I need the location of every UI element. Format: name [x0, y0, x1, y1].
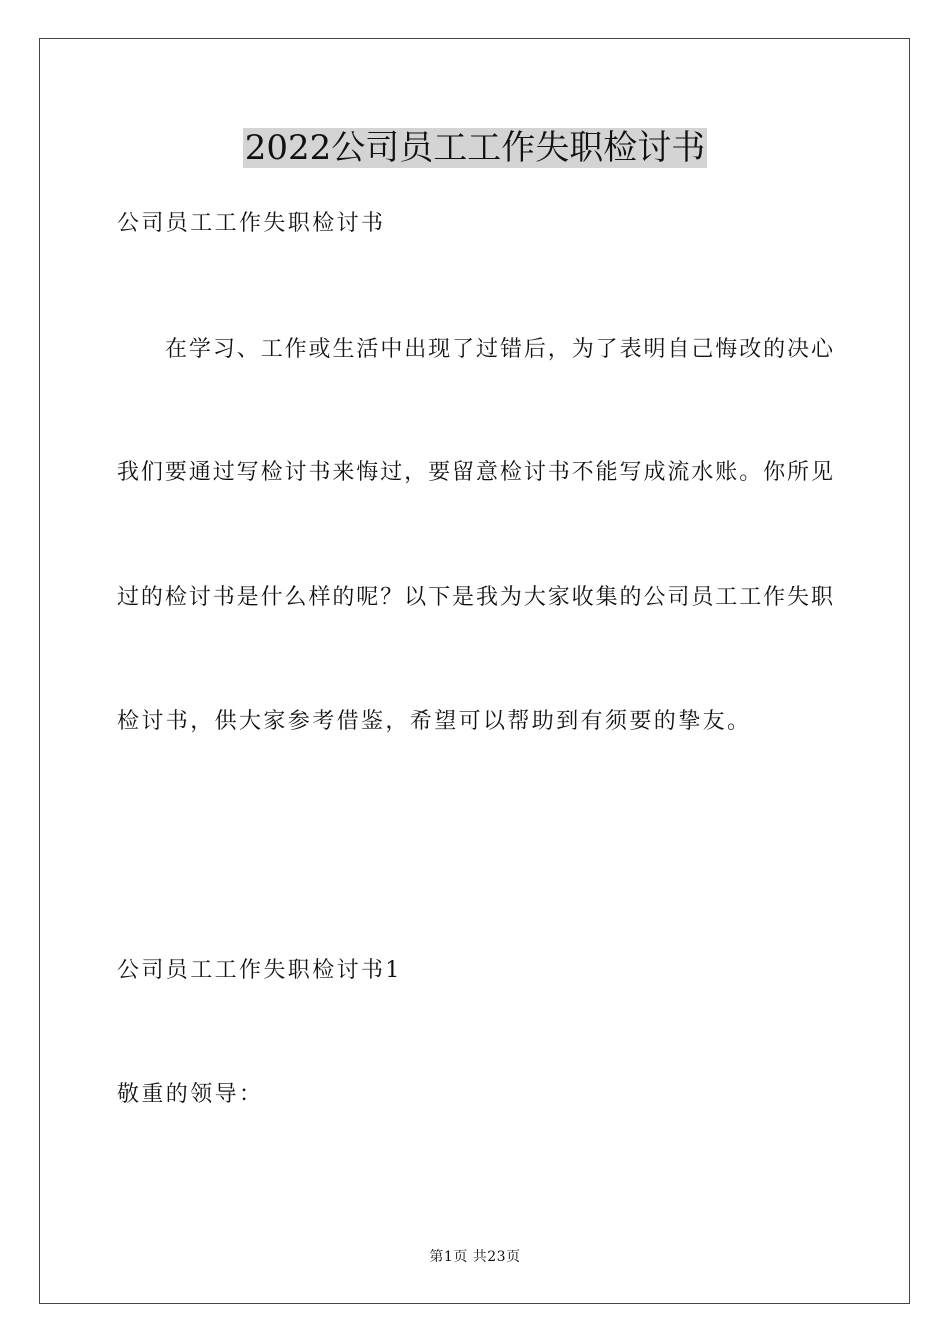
intro-paragraph-line-3: 过的检讨书是什么样的呢？以下是我为大家收集的公司员工工作失职: [117, 585, 833, 610]
intro-paragraph-line-4: 检讨书，供大家参考借鉴，希望可以帮助到有须要的挚友。: [117, 709, 752, 734]
intro-paragraph-line-2: 我们要通过写检讨书来悔过，要留意检讨书不能写成流水账。你所见: [117, 460, 833, 485]
intro-paragraph-line-1: 在学习、工作或生活中出现了过错后，为了表明自己悔改的决心: [165, 337, 833, 362]
document-subtitle: 公司员工工作失职检讨书: [117, 211, 386, 236]
section-heading: 公司员工工作失职检讨书1: [117, 958, 402, 983]
page-number-footer: 第1页 共23页: [429, 1249, 521, 1265]
document-title: [0, 126, 950, 170]
document-title-text: 2022公司员工工作失职检讨书: [244, 128, 706, 168]
salutation: 敬重的领导：: [117, 1082, 264, 1107]
